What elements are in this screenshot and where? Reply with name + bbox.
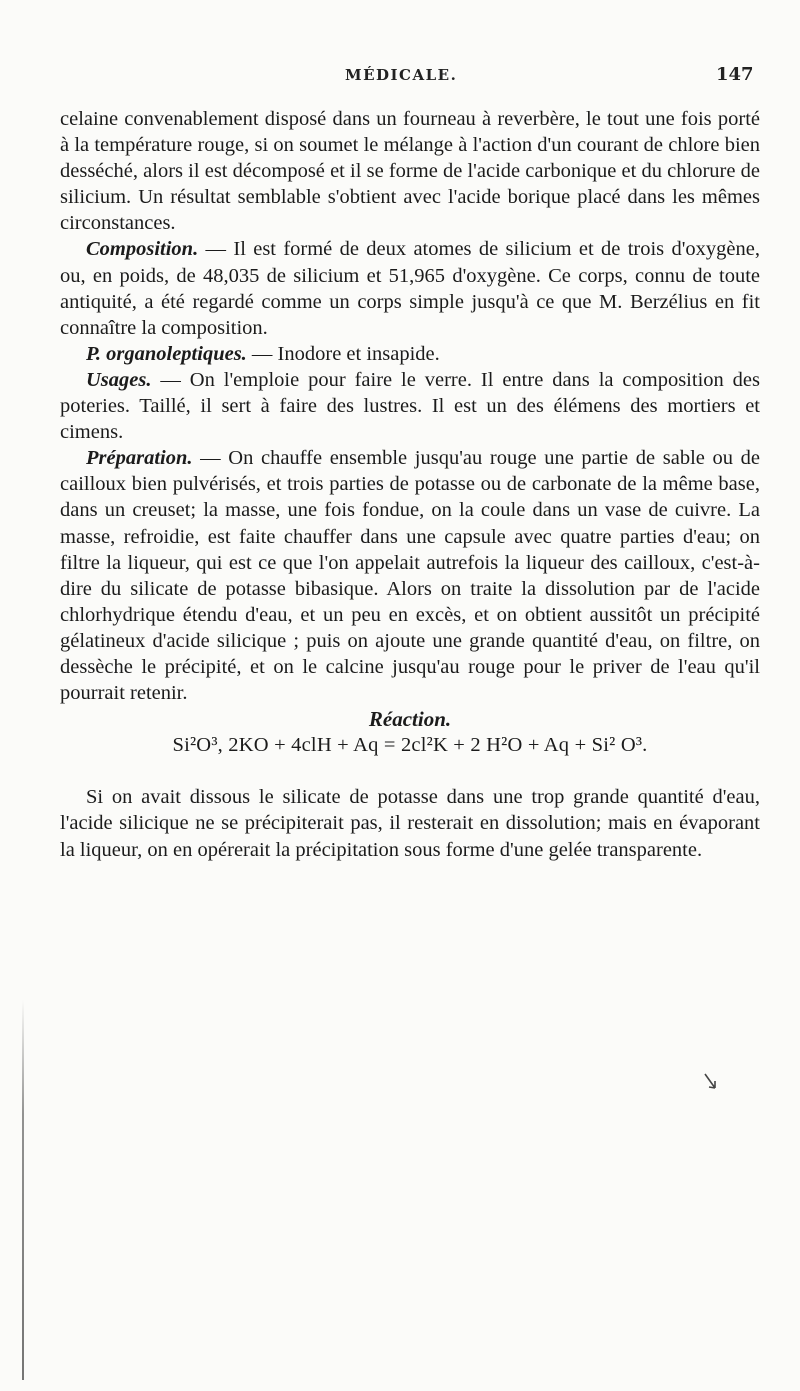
section-lead-usages: Usages.: [86, 368, 152, 391]
paragraph-composition: [60, 236, 760, 340]
page-number: 147: [716, 64, 754, 85]
paragraph-usages: [60, 367, 760, 445]
paragraph-text: — On chauffe ensemble jusqu'au rouge une partie de sable ou de cailloux bien pulvérisés, et trois parties de potasse ou de carbonate de la même base, dans un creuset; la masse, une fois fondue, on la coule dans un vase de cuivre. La masse, refroidie, est faite chauffer dans une capsule avec quatre parties d'eau; on filtre la liqueur, qui est ce que l'on appelait autrefois la liqueur des cailloux, c'est-à-dire du silicate de potasse bibasique. Alors on traite la dissolution par de l'acide chlorhydrique étendu d'eau, et un peu en excès, et on obtient aussitôt un précipité gélatineux d'acide silicique ; puis on ajoute une grande quantité d'eau, on filtre, on dessèche le précipité, et on le calcine jusqu'au rouge pour le priver de l'eau qu'il pourrait retenir.: [60, 447, 760, 705]
paragraph-preparation: [60, 445, 760, 706]
reaction-formula: Si²O³, 2KO + 4clH + Aq = 2cl²K + 2 H²O + Aq + Si² O³.: [172, 734, 648, 757]
reaction-heading: Réaction.: [368, 707, 452, 732]
page-edge-shadow: [22, 1000, 24, 1380]
formula-spacer: [60, 758, 760, 784]
body-text: [60, 106, 760, 863]
paragraph-text: — On l'emploie pour faire le verre. Il entre dans la composition des poteries. Taillé, il sert à faire des lustres. Il est un des élémens des mortiers et cimens.: [60, 368, 760, 444]
paragraph-organoleptic: [60, 341, 760, 367]
section-lead-organoleptic: P. organoleptiques.: [86, 342, 247, 365]
paragraph-text: — Il est formé de deux atomes de silicium et de trois d'oxygène, ou, en poids, de 48,035 de silicium et 51,965 d'oxygène. Ce corps, connu de toute antiquité, a été regardé comme un corps simple jusqu'à ce que M. Berzélius en fit connaître la composition.: [60, 238, 760, 339]
running-head: MÉDICALE.: [345, 66, 458, 84]
section-lead-composition: Composition.: [86, 238, 199, 261]
page-header: [0, 60, 800, 90]
down-arrow-icon: [703, 1072, 719, 1094]
paragraph-text: — Inodore et insapide.: [246, 342, 440, 365]
paragraph-closing: [60, 784, 760, 862]
section-lead-preparation: Préparation.: [86, 447, 193, 470]
paragraph-continuation: [60, 106, 760, 236]
paragraph-text: Si on avait dissous le silicate de potasse dans une trop grande quantité d'eau, l'acide silicique ne se précipiterait pas, il resterait en dissolution; mais en évaporant la liqueur, on en opérerait la précipitation sous forme d'une gelée transparente.: [60, 786, 760, 861]
paragraph-text: celaine convenablement disposé dans un fourneau à reverbère, le tout une fois porté à la température rouge, si on soumet le mélange à l'action d'un courant de chlore bien desséché, alors il est décomposé et il se forme de l'acide carbonique et du chlorure de silicium. Un résultat semblable s'obtient avec l'acide borique placé dans les mêmes circonstances.: [60, 108, 760, 235]
